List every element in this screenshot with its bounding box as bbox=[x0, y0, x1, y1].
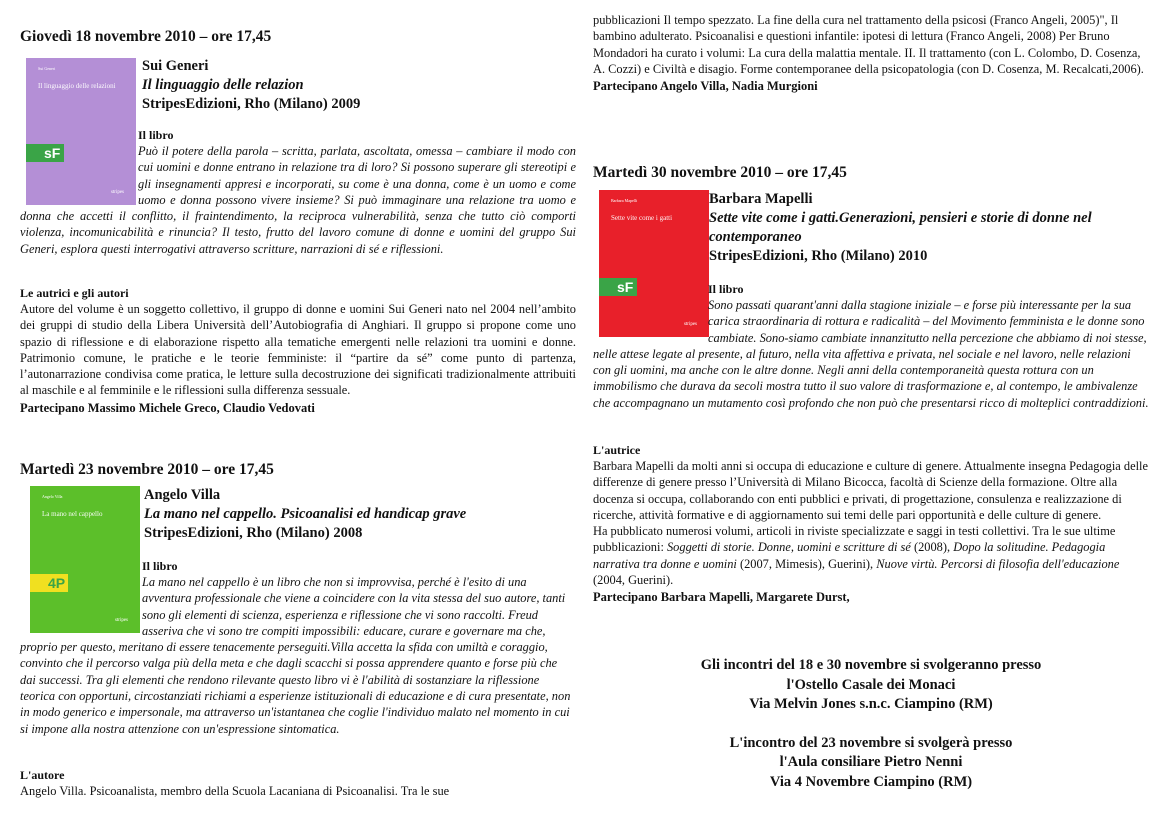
cover-author: Sui Generi bbox=[38, 66, 56, 71]
venue-2-intro: L'incontro del 23 novembre si svolgerà presso bbox=[729, 734, 1013, 751]
author-label: L'autore bbox=[20, 768, 65, 782]
book-description: Può il potere della parola – scritta, parlata, ascoltata, omessa – cambiare il modo con cui uomini e donne entrano in relazione tra di loro? Si possono superare gli stereotipi e gli insegnamenti appresi e incorporati, su come è una donna, come è un uomo e come uomo e donna possono vivere insieme? Si può immaginare una relazione tra uomo e donna che accetti il conflitto, il fraintendimento, la reciproca vulnerabilità, senza che tutto ciò comporti violenza, incomunicabilità e rinuncia? Il testo, frutto del lavoro comune di donne e uomini del gruppo Sui Generi, esplora questi interrogativi attraverso scritture, narrazioni di sé e riflessioni. bbox=[20, 144, 576, 256]
cover-logo: 4P bbox=[30, 574, 68, 592]
cover-title: La mano nel cappello bbox=[42, 510, 103, 518]
cover-publisher: stripes bbox=[114, 618, 128, 623]
book-description: La mano nel cappello è un libro che non si improvvisa, perché è l'esito di una avventura professionale che viene a coincidere con la vita stessa del suo autore, tanti sono gli elementi di scienza, esperienza e riflessione che vi sono raccolti. Freud asseriva che vi sono tre compiti impossibili: educare, curare e governare ma che, proprio per questo, meritano di essere tenacemente perseguiti.Villa accetta la sfida con umiltà e coraggio, convinto che il percorso valga più della meta e che dagli scacchi si possa apprendere quanto e forse più che dai successi. Tra gli elementi che rendono rilevante questo libro vi è l'abilità di sostanziare la riflessione teorica con opportuni, circostanziati richiami a esperienze istituzionali di educazione e di cura presentate, non in modo generico e impersonale, ma attraverso un'istantanea che coglie l'individuo malato nel momento in cui si impone alla nostra attenzione con un'espressione sintomatica. bbox=[20, 575, 571, 736]
publication-2: Dopo la solitudine. Pedagogia narrativa tra donne e uomini bbox=[593, 540, 1106, 571]
venue-1-address: Via Melvin Jones s.n.c. Ciampino (RM) bbox=[749, 696, 993, 712]
cover-publisher: stripes bbox=[683, 322, 697, 327]
event-2-participants: Partecipano Angelo Villa, Nadia Murgioni bbox=[593, 79, 818, 94]
publications-intro: Ha pubblicato numerosi volumi, articoli in riviste specializzate e saggi in testi collettivi. Tra le sue ultime pubblicazioni: bbox=[593, 524, 1116, 555]
book-author: Sui Generi bbox=[142, 58, 209, 74]
event-2-author-section bbox=[20, 768, 576, 799]
book-title: Sette vite come i gatti.Generazioni, pensieri e storie di donne nel contemporaneo bbox=[709, 210, 1092, 245]
book-publisher: StripesEdizioni, Rho (Milano) 2008 bbox=[144, 525, 363, 541]
event-1-authors-section bbox=[20, 286, 576, 417]
book-publisher: StripesEdizioni, Rho (Milano) 2010 bbox=[709, 248, 928, 264]
publication-3: Nuove virtù. Percorsi di filosofia dell'educazione bbox=[876, 556, 1120, 571]
venue-1-intro: Gli incontri del 18 e 30 novembre si svolgeranno presso bbox=[700, 657, 1042, 673]
author-label: L'autrice bbox=[593, 443, 641, 457]
book-publisher: StripesEdizioni, Rho (Milano) 2009 bbox=[142, 96, 361, 112]
authors-label: Le autrici e gli autori bbox=[20, 286, 129, 300]
venue-1-name: l'Ostello Casale dei Monaci bbox=[786, 676, 956, 693]
publication-1: Soggetti di storie. Donne, uomini e scritture di sé bbox=[666, 540, 911, 555]
book-label: Il libro bbox=[138, 128, 174, 142]
event-3-book-info bbox=[709, 190, 1149, 266]
event-3-header: Martedì 30 novembre 2010 – ore 17,45 bbox=[593, 164, 847, 181]
book-label: Il libro bbox=[708, 282, 744, 296]
book-description: Sono passati quarant'anni dalla stagione iniziale – e forse più interessante per la sua carica straordinaria di rottura e radicalità – del Movimento femminista e le donne sono cambiate. Sono-siamo cambiate innanzitutto nella percezione che abbiamo di noi stesse, nelle attese legate al presente, al futuro, nella vita affettiva e privata, nel sociale e nel lavoro, nelle relazioni con gli uomini, ma anche con le altre donne. Negli anni della contemporaneità questa rottura con un immobilismo che durava da secoli mostra tutto il suo valore di trasformazione e, al contempo, le ambivalenze che accompagnano un mutamento così profondo che non può che presentarsi ricco di molteplici contraddizioni. bbox=[593, 298, 1149, 410]
publication-3-details: (2004, Guerini). bbox=[593, 573, 674, 588]
cover-title: Il linguaggio delle relazioni bbox=[38, 82, 116, 90]
book-author: Barbara Mapelli bbox=[709, 191, 813, 207]
cover-logo: sF bbox=[26, 144, 64, 162]
cover-title: Sette vite come i gatti bbox=[611, 214, 673, 222]
author-description: Angelo Villa. Psicoanalista, membro della Scuola Lacaniana di Psicoanalisi. Tra le sue bbox=[20, 784, 450, 798]
event-3-author-section bbox=[593, 443, 1149, 606]
book-author: Angelo Villa bbox=[144, 487, 221, 503]
venue-2-address: Via 4 Novembre Ciampino (RM) bbox=[769, 773, 973, 790]
cover-logo: sF bbox=[599, 278, 637, 296]
book-label: Il libro bbox=[142, 559, 178, 573]
event-1-book-section bbox=[20, 128, 576, 257]
event-3-book-section bbox=[593, 282, 1149, 411]
authors-description: Autore del volume è un soggetto collettivo, il gruppo di donne e uomini Sui Generi nato nel 2004 nell’ambito dei gruppi di studio della Libera Università dell’Autobiografia di Anghiari. Il gruppo si propone come uno spazio di riflessione e di elaborazione rispetto alla tematiche emergenti nelle relazioni tra uomini e donne. Patrimonio comune, le pratiche e le teorie femministe: il “partire da sé” come punto di partenza, l’autonarrazione condivisa come pratica, le letture sulla decostruzione dei significati tradizionalmente attribuiti al maschile e al femminile e le riflessioni sulla differenza sessuale. bbox=[20, 302, 576, 398]
event-2-book-info bbox=[144, 486, 574, 543]
cover-author: Barbara Mapelli bbox=[611, 198, 638, 203]
event-2-author-continued bbox=[593, 12, 1149, 95]
publication-1-details: (2008), bbox=[910, 540, 954, 555]
event-1-header: Giovedì 18 novembre 2010 – ore 17,45 bbox=[20, 28, 272, 45]
event-1-participants: Partecipano Massimo Michele Greco, Claudio Vedovati bbox=[20, 400, 315, 415]
author-description-continued: pubblicazioni Il tempo spezzato. La fine della cura nel trattamento della psicosi (Franco Angeli, 2005)", Il bambino adulterato. Psicoanalisi e questioni infantile: ipotesi di lettura (Franco Angeli, 2008) Per Bruno Mondadori ha curato i volumi: La cura della malattia mentale. II. Il trattamento (con L. Colombo, D. Cosenza, A. Cozzi) e Civiltà e disagio. Forme contemporanee della psicopatologia (con D. Cosenza, M. Recalcati,2006). bbox=[593, 13, 1144, 76]
cover-publisher: stripes bbox=[110, 190, 124, 195]
event-1-book-info bbox=[142, 57, 572, 114]
venue-2-name: l'Aula consiliare Pietro Nenni bbox=[779, 754, 963, 770]
book-title: La mano nel cappello. Psicoanalisi ed handicap grave bbox=[144, 506, 467, 522]
author-description: Barbara Mapelli da molti anni si occupa di educazione e culture di genere. Attualmente insegna Pedagogia delle differenze di genere presso l’Università di Milano Bicocca, facoltà di Scienze della formazione. Oltre alla docenza si occupa, collaborando con enti pubblici e privati, di progettazione, consulenza e realizzazione di ricerche, attività formative e di aggiornamento sui temi delle pari opportunità e delle culture di genere. bbox=[593, 459, 1148, 522]
publication-2-details: (2007, Mimesis), Guerini), bbox=[736, 556, 877, 571]
book-title: Il linguaggio delle relazion bbox=[142, 77, 304, 93]
event-2-book-section bbox=[20, 559, 576, 737]
venues-block bbox=[593, 656, 1149, 792]
event-3-participants: Partecipano Barbara Mapelli, Margarete Durst, bbox=[593, 590, 850, 605]
event-2-header: Martedì 23 novembre 2010 – ore 17,45 bbox=[20, 461, 274, 478]
cover-author: Angelo Villa bbox=[42, 494, 63, 499]
